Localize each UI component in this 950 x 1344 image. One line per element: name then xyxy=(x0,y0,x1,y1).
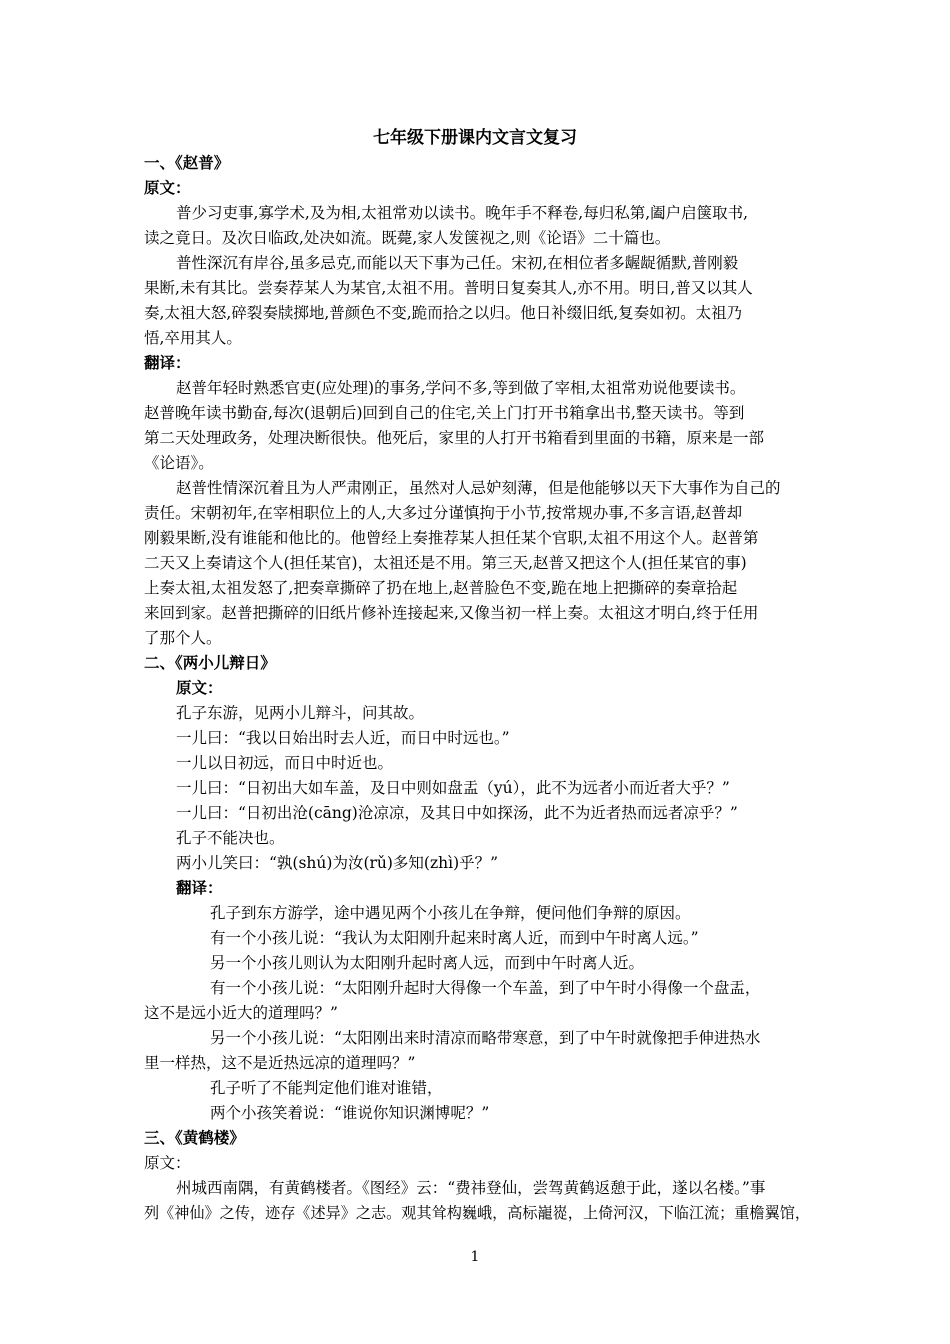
text-line: 果断,未有其比。尝奏荐某人为某官,太祖不用。普明日复奏其人,亦不用。明日,普又以其人 xyxy=(144,279,753,297)
page-title: 七年级下册课内文言文复习 xyxy=(373,128,577,148)
page-number: 1 xyxy=(470,1249,480,1265)
text-line: 另一个小孩儿则认为太阳刚升起时离人远，而到中午时离人近。 xyxy=(210,954,645,972)
text-line: 孔子东游，见两小儿辩斗，问其故。 xyxy=(176,704,425,722)
original-label: 原文： xyxy=(176,678,223,697)
text-line: 孔子到东方游学，途中遇见两个小孩儿在争辩，便问他们争辩的原因。 xyxy=(210,904,691,922)
text-line: 孔子不能决也。 xyxy=(176,829,285,847)
text-line: 普少习吏事,寡学术,及为相,太祖常劝以读书。晚年手不释卷,每归私第,阖户启箧取书, xyxy=(176,204,749,222)
text-line: 列《神仙》之传，迹存《述异》之志。观其耸构巍峨，高标巃嵸，上倚河汉，下临江流；重檐翼馆， xyxy=(144,1204,810,1222)
text-line: 刚毅果断,没有谁能和他比的。他曾经上奏推荐某人担任某个官职,太祖不用这个人。赵普第 xyxy=(144,529,759,547)
text-line: 一儿曰：“日初出沧(cāng)沧凉凉，及其日中如探汤，此不为近者热而远者凉乎？” xyxy=(176,804,738,822)
text-line: 另一个小孩儿说：“太阳刚出来时清凉而略带寒意，到了中午时就像把手伸进热水 xyxy=(210,1029,761,1047)
text-line: 来回到家。赵普把撕碎的旧纸片修补连接起来,又像当初一样上奏。太祖这才明白,终于任用 xyxy=(144,604,759,622)
text-line: 普性深沉有岸谷,虽多忌克,而能以天下事为己任。宋初,在相位者多龌龊循默,普刚毅 xyxy=(176,254,739,272)
text-line: 了那个人。 xyxy=(144,629,222,647)
section-heading: 一、《赵普》 xyxy=(144,153,230,172)
text-line: 有一个小孩儿说：“我认为太阳刚升起来时离人近，而到中午时离人远。” xyxy=(210,929,699,947)
text-line: 二天又上奏请这个人(担任某官)，太祖还是不用。第三天,赵普又把这个人(担任某官的事) xyxy=(144,554,747,572)
section-heading: 三、《黄鹤楼》 xyxy=(144,1128,245,1147)
text-line: 读之竟日。及次日临政,处决如流。既薨,家人发箧视之,则《论语》二十篇也。 xyxy=(144,229,671,247)
text-line: 一儿以日初远，而日中时近也。 xyxy=(176,754,394,772)
text-line: 赵普性情深沉着且为人严肃刚正，虽然对人忌妒刻薄，但是他能够以天下大事作为自己的 xyxy=(176,479,781,497)
text-line: 两个小孩笑着说：“谁说你知识渊博呢？” xyxy=(210,1104,490,1122)
text-line: 责任。宋朝初年,在宰相职位上的人,大多过分谨慎拘于小节,按常规办事,不多言语,赵普却 xyxy=(144,504,743,522)
text-line: 州城西南隅，有黄鹤楼者。《图经》云：“费祎登仙，尝驾黄鹤返憩于此，遂以名楼。”事 xyxy=(176,1179,766,1197)
text-line: 悟,卒用其人。 xyxy=(144,329,242,347)
text-line: 第二天处理政务，处理决断很快。他死后，家里的人打开书箱看到里面的书籍，原来是一部 xyxy=(144,429,765,447)
original-label: 原文： xyxy=(144,178,191,197)
translation-label: 翻译： xyxy=(176,878,223,897)
text-line: 里一样热，这不是近热远凉的道理吗？” xyxy=(144,1054,416,1072)
section-heading: 二、《两小儿辩日》 xyxy=(144,653,276,672)
text-line: 一儿曰：“日初出大如车盖，及日中则如盘盂（yú），此不为远者小而近者大乎？” xyxy=(176,779,730,797)
original-label: 原文： xyxy=(144,1154,191,1172)
translation-label: 翻译： xyxy=(144,353,191,372)
text-line: 奏,太祖大怒,碎裂奏牍掷地,普颜色不变,跪而拾之以归。他日补缀旧纸,复奏如初。太祖乃 xyxy=(144,304,743,322)
text-line: 孔子听了不能判定他们谁对谁错， xyxy=(210,1079,443,1097)
text-line: 赵普晚年读书勤奋,每次(退朝后)回到自己的住宅,关上门打开书箱拿出书,整天读书。等到 xyxy=(144,404,745,422)
text-line: 这不是远小近大的道理吗？” xyxy=(144,1004,338,1022)
text-line: 两小儿笑曰：“孰(shú)为汝(rǔ)多知(zhì)乎？” xyxy=(176,854,499,872)
text-line: 《论语》。 xyxy=(144,454,214,472)
text-line: 有一个小孩儿说：“太阳刚升起时大得像一个车盖，到了中午时小得像一个盘盂， xyxy=(210,979,761,997)
text-line: 赵普年轻时熟悉官吏(应处理)的事务,学问不多,等到做了宰相,太祖常劝说他要读书。 xyxy=(176,379,746,397)
text-line: 一儿曰：“我以日始出时去人近，而日中时远也。” xyxy=(176,729,510,747)
text-line: 上奏太祖,太祖发怒了,把奏章撕碎了扔在地上,赵普脸色不变,跪在地上把撕碎的奏章拾起 xyxy=(144,579,738,597)
